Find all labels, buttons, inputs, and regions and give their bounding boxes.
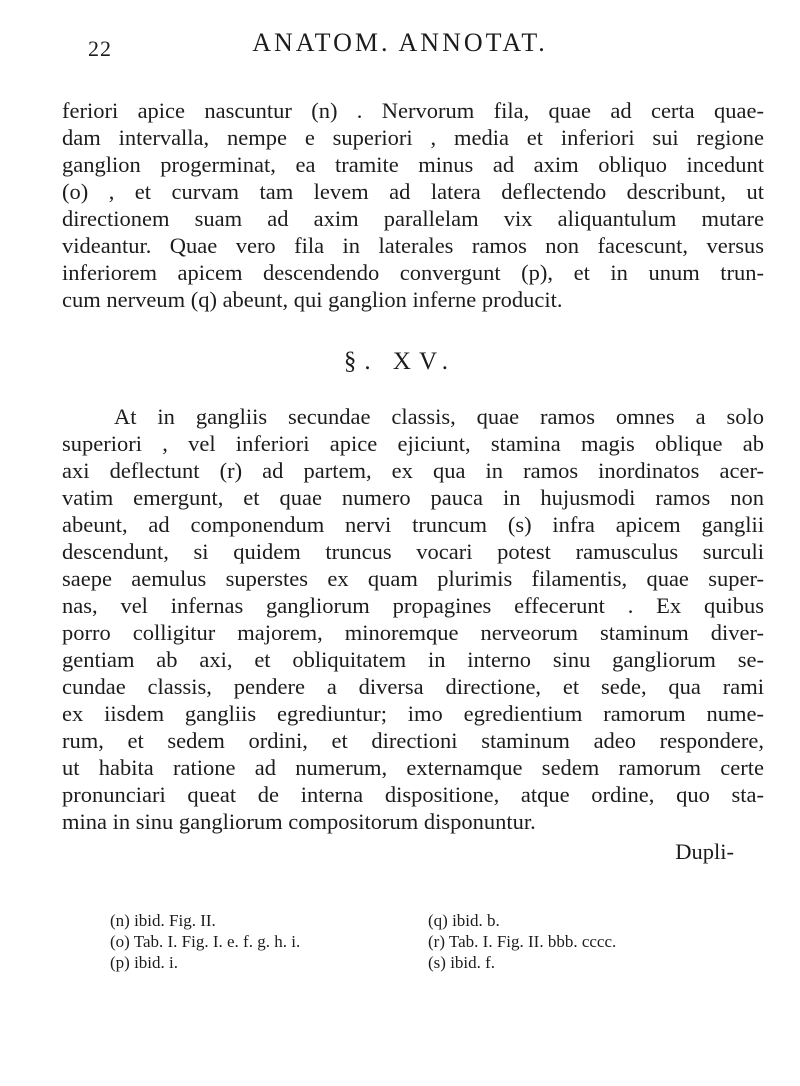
footnote: (q) ibid. b. <box>428 911 500 930</box>
footnote: (r) Tab. I. Fig. II. bbb. cccc. <box>428 932 617 951</box>
footnote: (n) ibid. Fig. II. <box>110 911 216 930</box>
page-header <box>0 28 800 62</box>
text-line: rum, et sedem ordini, et directioni staminum adeo respondere, <box>62 728 764 753</box>
text-line: cum nerveum (q) abeunt, qui ganglion inferne producit. <box>62 287 563 312</box>
text-line: inferiorem apicem descendendo convergunt (p), et in unum trun- <box>62 260 764 285</box>
footnote: (s) ibid. f. <box>428 953 496 972</box>
text-line: ex iisdem gangliis egrediuntur; imo egredientium ramorum nume- <box>62 701 764 726</box>
text-line: (o) , et curvam tam levem ad latera deflectendo describunt, ut <box>62 179 764 204</box>
footnote: (p) ibid. i. <box>110 953 178 972</box>
text-line: pronunciari queat de interna dispositione, atque ordine, quo sta- <box>62 782 764 807</box>
text-line: saepe aemulus superstes ex quam plurimis filamentis, quae super- <box>62 566 764 591</box>
catchword: Dupli- <box>675 839 734 864</box>
footnotes-left-column <box>110 910 300 973</box>
text-line: abeunt, ad componendum nervi truncum (s) infra apicem ganglii <box>62 512 764 537</box>
page-number: 22 <box>88 36 112 61</box>
footnote: (o) Tab. I. Fig. I. e. f. g. h. i. <box>110 932 301 951</box>
text-line: At in gangliis secundae classis, quae ramos omnes a solo <box>114 404 764 429</box>
text-line: porro colligitur majorem, minoremque nerveorum staminum diver- <box>62 620 764 645</box>
text-line: directionem suam ad axim parallelam vix aliquantulum mutare <box>62 206 764 231</box>
paragraph-1 <box>62 97 764 313</box>
text-line: mina in sinu gangliorum compositorum disponuntur. <box>62 809 536 834</box>
text-line: ut habita ratione ad numerum, externamque sedem ramorum certe <box>62 755 764 780</box>
text-line: gentiam ab axi, et obliquitatem in interno sinu gangliorum se- <box>62 647 764 672</box>
footnotes-right-column <box>428 910 616 973</box>
text-line: descendunt, si quidem truncus vocari potest ramusculus surculi <box>62 539 764 564</box>
section-heading: §. XV. <box>343 348 457 375</box>
text-line: vatim emergunt, et quae numero pauca in hujusmodi ramos non <box>62 485 764 510</box>
paragraph-2 <box>62 403 764 835</box>
running-head: ANATOM. ANNOTAT. <box>252 28 548 57</box>
text-line: nas, vel infernas gangliorum propagines effecerunt . Ex quibus <box>62 593 764 618</box>
text-line: dam intervalla, nempe e superiori , media et inferiori sui regione <box>62 125 764 150</box>
text-line: axi deflectunt (r) ad partem, ex qua in ramos inordinatos acer- <box>62 458 764 483</box>
text-line: cundae classis, pendere a diversa directione, et sede, qua rami <box>62 674 764 699</box>
text-line: videantur. Quae vero fila in laterales ramos non facescunt, versus <box>62 233 764 258</box>
text-line: feriori apice nascuntur (n) . Nervorum fila, quae ad certa quae- <box>62 98 764 123</box>
text-line: superiori , vel inferiori apice ejiciunt, stamina magis oblique ab <box>62 431 764 456</box>
text-line: ganglion progerminat, ea tramite minus ad axim obliquo incedunt <box>62 152 764 177</box>
